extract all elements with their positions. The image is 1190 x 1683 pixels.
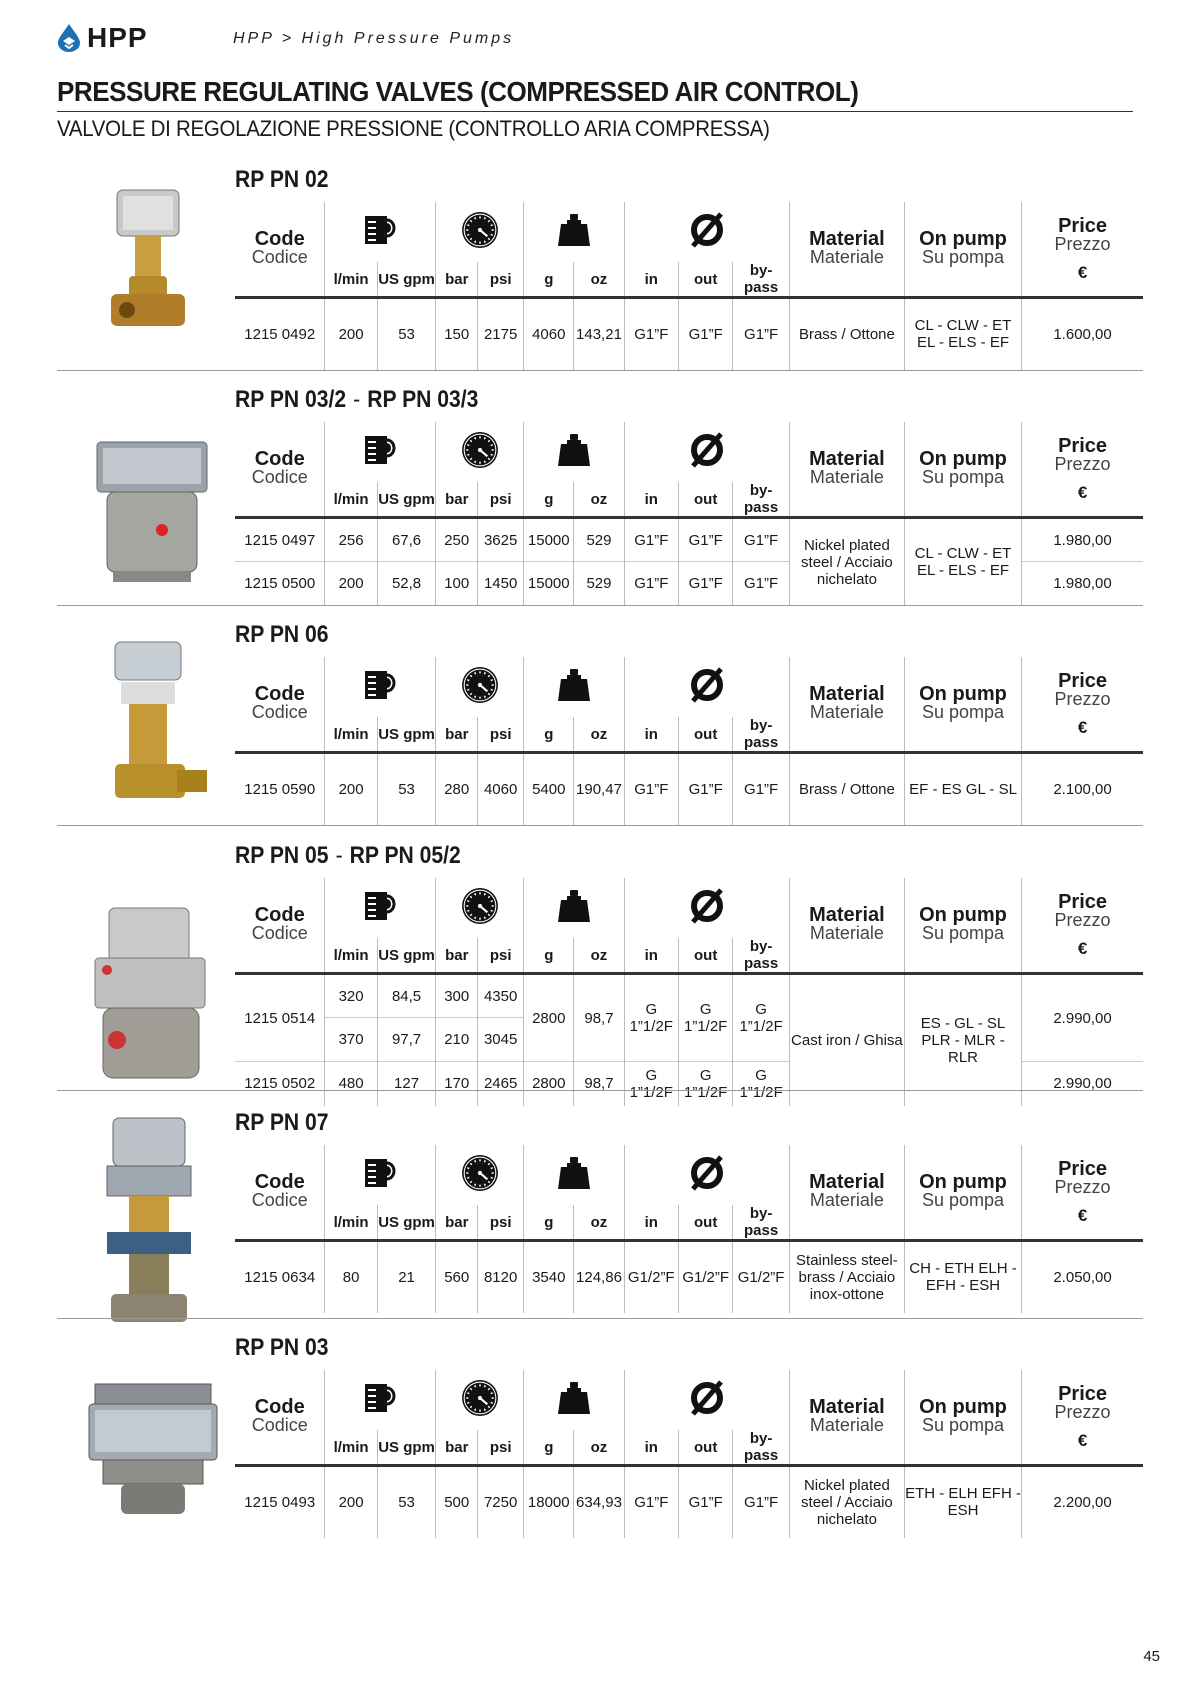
flow-jug-icon (362, 1380, 398, 1416)
price-header: Price Prezzo € (1022, 422, 1143, 518)
onpump-header: On pump Su pompa (904, 1370, 1021, 1466)
spec-table (235, 422, 1143, 606)
material-header: Material Materiale (789, 657, 904, 753)
code-cell: 1215 0500 (235, 562, 325, 606)
weight-header (524, 1370, 624, 1430)
brand-logo (55, 22, 148, 54)
lmin-cell: 200 (325, 1466, 377, 1538)
flow-jug-icon (362, 888, 398, 924)
diameter-icon (687, 210, 727, 250)
pressure-header (436, 202, 524, 262)
unit-lmin: l/min (325, 262, 377, 298)
usgpm-cell: 52,8 (377, 562, 436, 606)
oz-cell: 529 (574, 518, 624, 562)
oz-cell: 190,47 (574, 753, 624, 825)
bar-cell: 170 (436, 1062, 478, 1106)
lmin-cell: 370 (325, 1018, 377, 1062)
oz-cell: 143,21 (574, 298, 624, 370)
code-cell: 1215 0634 (244, 1268, 316, 1286)
spec-table (235, 202, 1143, 370)
usgpm-cell: 21 (377, 1241, 436, 1313)
table-row (235, 753, 1143, 825)
psi-cell: 2465 (478, 1062, 524, 1106)
lmin-cell: 200 (325, 753, 377, 825)
weight-header (524, 657, 624, 717)
out-cell: G1”F (678, 518, 732, 562)
psi-cell: 3625 (478, 518, 524, 562)
lmin-cell: 256 (325, 518, 377, 562)
unit-g: g (524, 262, 574, 298)
unit-usgpm: US gpm (377, 938, 436, 974)
onpump-cell: CL - CLW - ET EL - ELS - EF (904, 298, 1021, 370)
lmin-cell: 80 (325, 1241, 377, 1313)
table-row (235, 1466, 1143, 1538)
product-photo (77, 900, 227, 1085)
pressure-gauge-icon (461, 887, 499, 925)
pressure-gauge-icon (461, 431, 499, 469)
spec-table (235, 878, 1143, 1106)
model-name: RP PN 06 (235, 621, 329, 648)
price-cell: 1.600,00 (1022, 298, 1143, 370)
connections-header (624, 1370, 789, 1430)
product-photo (77, 182, 227, 347)
product-photo (77, 1112, 227, 1327)
unit-bar: bar (436, 1430, 478, 1466)
diameter-icon (687, 1378, 727, 1418)
onpump-header: On pump Su pompa (904, 422, 1021, 518)
unit-lmin: l/min (325, 482, 377, 518)
price-cell: 2.200,00 (1022, 1466, 1143, 1538)
material-cell: Stainless steel- brass / Acciaio inox-ottone (789, 1241, 904, 1313)
table-row (235, 518, 1143, 562)
section-divider (57, 1318, 1143, 1319)
in-cell: G1”F (624, 562, 678, 606)
psi-cell: 4350 (478, 974, 524, 1018)
g-cell: 18000 (524, 1466, 574, 1538)
bar-cell: 100 (436, 562, 478, 606)
onpump-header: On pump Su pompa (904, 1145, 1021, 1241)
bypass-cell: G1”F (733, 562, 790, 606)
unit-lmin: l/min (325, 717, 377, 753)
onpump-header: On pump Su pompa (904, 878, 1021, 974)
spec-table (235, 1145, 1143, 1313)
unit-out: out (678, 938, 732, 974)
price-cell: 2.990,00 (1022, 1062, 1143, 1106)
usgpm-cell: 53 (377, 1466, 436, 1538)
unit-out: out (678, 1430, 732, 1466)
unit-g: g (524, 938, 574, 974)
unit-bypass: by-pass (733, 1430, 790, 1466)
code-header: Code Codice (251, 683, 308, 722)
material-header: Material Materiale (789, 1370, 904, 1466)
flow-header (325, 657, 436, 717)
pressure-header (436, 1370, 524, 1430)
material-cell: Cast iron / Ghisa (789, 974, 904, 1106)
onpump-cell: EF - ES GL - SL (904, 753, 1021, 825)
code-header: Code Codice (251, 448, 308, 487)
unit-g: g (524, 717, 574, 753)
unit-out: out (678, 262, 732, 298)
unit-usgpm: US gpm (377, 262, 436, 298)
model-name: RP PN 07 (235, 1109, 329, 1136)
weight-header (524, 1145, 624, 1205)
weight-icon (557, 888, 591, 924)
unit-oz: oz (574, 717, 624, 753)
flow-header (325, 422, 436, 482)
page-subtitle: VALVOLE DI REGOLAZIONE PRESSIONE (CONTROLLO ARIA COMPRESSA) (57, 116, 770, 141)
out-cell: G 1”1/2F (678, 974, 732, 1062)
model-name: RP PN 05 - RP PN 05/2 (235, 842, 461, 869)
unit-usgpm: US gpm (377, 482, 436, 518)
section-divider (57, 370, 1143, 371)
pressure-header (436, 878, 524, 938)
g-cell: 3540 (524, 1241, 574, 1313)
product-photo (77, 1370, 227, 1525)
pressure-gauge-icon (461, 1379, 499, 1417)
price-cell: 2.100,00 (1022, 753, 1143, 825)
weight-icon (557, 212, 591, 248)
material-cell: Brass / Ottone (789, 753, 904, 825)
oz-cell: 98,7 (574, 974, 624, 1062)
weight-header (524, 878, 624, 938)
out-cell: G1/2”F (678, 1241, 732, 1313)
breadcrumb: HPP > High Pressure Pumps (233, 30, 515, 47)
weight-icon (557, 432, 591, 468)
usgpm-cell: 53 (377, 298, 436, 370)
bar-cell: 150 (436, 298, 478, 370)
psi-cell: 8120 (478, 1241, 524, 1313)
unit-oz: oz (574, 1430, 624, 1466)
page-number: 45 (1143, 1648, 1160, 1665)
unit-bypass: by-pass (733, 717, 790, 753)
out-cell: G1”F (678, 1466, 732, 1538)
weight-icon (557, 1155, 591, 1191)
unit-bar: bar (436, 1205, 478, 1241)
price-header: Price Prezzo € (1022, 657, 1143, 753)
pressure-header (436, 1145, 524, 1205)
g-cell: 2800 (524, 1062, 574, 1106)
code-cell: 1215 0502 (235, 1062, 325, 1106)
table-row (235, 1241, 1143, 1313)
out-cell: G1”F (678, 753, 732, 825)
unit-g: g (524, 482, 574, 518)
flow-header (325, 878, 436, 938)
code-cell: 1215 0492 (244, 325, 316, 343)
diameter-icon (687, 665, 727, 705)
lmin-cell: 480 (325, 1062, 377, 1106)
bypass-cell: G1/2”F (733, 1241, 790, 1313)
price-header: Price Prezzo € (1022, 202, 1143, 298)
connections-header (624, 657, 789, 717)
material-cell: Brass / Ottone (789, 298, 904, 370)
page-header (55, 22, 1135, 58)
in-cell: G1”F (624, 518, 678, 562)
onpump-cell: ETH - ELH EFH - ESH (904, 1466, 1021, 1538)
unit-psi: psi (478, 717, 524, 753)
unit-bar: bar (436, 938, 478, 974)
g-cell: 5400 (524, 753, 574, 825)
flow-header (325, 202, 436, 262)
price-header: Price Prezzo € (1022, 1370, 1143, 1466)
unit-bypass: by-pass (733, 482, 790, 518)
unit-bypass: by-pass (733, 1205, 790, 1241)
connections-header (624, 1145, 789, 1205)
pressure-gauge-icon (461, 211, 499, 249)
onpump-cell: ES - GL - SL PLR - MLR - RLR (904, 974, 1021, 1106)
oz-cell: 634,93 (574, 1466, 624, 1538)
bar-cell: 300 (436, 974, 478, 1018)
price-header: Price Prezzo € (1022, 878, 1143, 974)
bypass-cell: G1”F (733, 298, 790, 370)
unit-oz: oz (574, 938, 624, 974)
bar-cell: 210 (436, 1018, 478, 1062)
unit-psi: psi (478, 1205, 524, 1241)
material-cell: Nickel plated steel / Acciaio nichelato (789, 1466, 904, 1538)
in-cell: G 1”1/2F (624, 1062, 678, 1106)
weight-header (524, 422, 624, 482)
g-cell: 15000 (524, 518, 574, 562)
weight-icon (557, 667, 591, 703)
table-row (235, 974, 1143, 1018)
unit-out: out (678, 717, 732, 753)
unit-out: out (678, 1205, 732, 1241)
brand-name: HPP (87, 22, 148, 53)
unit-bar: bar (436, 262, 478, 298)
code-cell: 1215 0590 (244, 780, 316, 798)
usgpm-cell: 127 (377, 1062, 436, 1106)
oz-cell: 124,86 (574, 1241, 624, 1313)
unit-out: out (678, 482, 732, 518)
usgpm-cell: 84,5 (377, 974, 436, 1018)
bar-cell: 560 (436, 1241, 478, 1313)
unit-lmin: l/min (325, 938, 377, 974)
code-header: Code Codice (251, 1171, 308, 1210)
pressure-gauge-icon (461, 666, 499, 704)
unit-in: in (624, 262, 678, 298)
connections-header (624, 422, 789, 482)
hpp-logo-icon (55, 23, 83, 53)
page-title: PRESSURE REGULATING VALVES (COMPRESSED AIR CONTROL) (57, 76, 859, 107)
product-photo (77, 638, 227, 813)
bypass-cell: G1”F (733, 1466, 790, 1538)
unit-in: in (624, 1205, 678, 1241)
connections-header (624, 878, 789, 938)
pressure-header (436, 657, 524, 717)
code-header: Code Codice (251, 904, 308, 943)
unit-bar: bar (436, 717, 478, 753)
material-header: Material Materiale (789, 422, 904, 518)
oz-cell: 98,7 (574, 1062, 624, 1106)
out-cell: G1”F (678, 298, 732, 370)
unit-g: g (524, 1205, 574, 1241)
psi-cell: 1450 (478, 562, 524, 606)
unit-in: in (624, 717, 678, 753)
pressure-gauge-icon (461, 1154, 499, 1192)
unit-oz: oz (574, 482, 624, 518)
in-cell: G1”F (624, 298, 678, 370)
psi-cell: 7250 (478, 1466, 524, 1538)
bypass-cell: G 1”1/2F (733, 1062, 790, 1106)
out-cell: G1”F (678, 562, 732, 606)
unit-psi: psi (478, 262, 524, 298)
unit-in: in (624, 482, 678, 518)
bar-cell: 280 (436, 753, 478, 825)
section-divider (57, 825, 1143, 826)
price-cell: 2.050,00 (1022, 1241, 1143, 1313)
flow-jug-icon (362, 212, 398, 248)
material-header: Material Materiale (789, 1145, 904, 1241)
unit-lmin: l/min (325, 1430, 377, 1466)
model-name: RP PN 02 (235, 166, 329, 193)
section-divider (57, 605, 1143, 606)
g-cell: 15000 (524, 562, 574, 606)
flow-jug-icon (362, 667, 398, 703)
bar-cell: 500 (436, 1466, 478, 1538)
oz-cell: 529 (574, 562, 624, 606)
title-divider (57, 111, 1133, 112)
pressure-header (436, 422, 524, 482)
code-cell: 1215 0514 (244, 1009, 316, 1027)
onpump-cell: CH - ETH ELH - EFH - ESH (904, 1241, 1021, 1313)
in-cell: G1”F (624, 1466, 678, 1538)
usgpm-cell: 97,7 (377, 1018, 436, 1062)
weight-icon (557, 1380, 591, 1416)
g-cell: 2800 (524, 974, 574, 1062)
lmin-cell: 200 (325, 298, 377, 370)
table-row (235, 298, 1143, 370)
model-name: RP PN 03 (235, 1334, 329, 1361)
g-cell: 4060 (524, 298, 574, 370)
unit-usgpm: US gpm (377, 717, 436, 753)
usgpm-cell: 53 (377, 753, 436, 825)
bar-cell: 250 (436, 518, 478, 562)
flow-header (325, 1370, 436, 1430)
code-cell: 1215 0493 (244, 1493, 316, 1511)
unit-usgpm: US gpm (377, 1430, 436, 1466)
material-header: Material Materiale (789, 202, 904, 298)
spec-table (235, 1370, 1143, 1538)
model-name: RP PN 03/2 - RP PN 03/3 (235, 386, 479, 413)
material-cell: Nickel plated steel / Acciaio nichelato (789, 518, 904, 606)
unit-oz: oz (574, 1205, 624, 1241)
lmin-cell: 200 (325, 562, 377, 606)
onpump-header: On pump Su pompa (904, 657, 1021, 753)
lmin-cell: 320 (325, 974, 377, 1018)
bypass-cell: G 1”1/2F (733, 974, 790, 1062)
unit-lmin: l/min (325, 1205, 377, 1241)
psi-cell: 4060 (478, 753, 524, 825)
weight-header (524, 202, 624, 262)
in-cell: G1”F (624, 753, 678, 825)
diameter-icon (687, 430, 727, 470)
flow-jug-icon (362, 432, 398, 468)
unit-psi: psi (478, 1430, 524, 1466)
bypass-cell: G1”F (733, 753, 790, 825)
flow-jug-icon (362, 1155, 398, 1191)
unit-psi: psi (478, 938, 524, 974)
onpump-header: On pump Su pompa (904, 202, 1021, 298)
unit-bypass: by-pass (733, 262, 790, 298)
psi-cell: 2175 (478, 298, 524, 370)
code-cell: 1215 0497 (244, 531, 316, 549)
price-cell: 1.980,00 (1022, 562, 1143, 606)
product-photo (77, 430, 227, 595)
flow-header (325, 1145, 436, 1205)
price-cell: 2.990,00 (1022, 974, 1143, 1062)
price-header: Price Prezzo € (1022, 1145, 1143, 1241)
diameter-icon (687, 886, 727, 926)
spec-table (235, 657, 1143, 825)
out-cell: G 1”1/2F (678, 1062, 732, 1106)
unit-in: in (624, 1430, 678, 1466)
unit-g: g (524, 1430, 574, 1466)
usgpm-cell: 67,6 (377, 518, 436, 562)
price-cell: 1.980,00 (1022, 518, 1143, 562)
onpump-cell: CL - CLW - ET EL - ELS - EF (904, 518, 1021, 606)
unit-in: in (624, 938, 678, 974)
in-cell: G1/2”F (624, 1241, 678, 1313)
unit-usgpm: US gpm (377, 1205, 436, 1241)
unit-bypass: by-pass (733, 938, 790, 974)
bypass-cell: G1”F (733, 518, 790, 562)
code-header: Code Codice (251, 228, 308, 267)
unit-oz: oz (574, 262, 624, 298)
section-divider (57, 1090, 1143, 1091)
unit-psi: psi (478, 482, 524, 518)
in-cell: G 1”1/2F (624, 974, 678, 1062)
code-header: Code Codice (251, 1396, 308, 1435)
psi-cell: 3045 (478, 1018, 524, 1062)
connections-header (624, 202, 789, 262)
unit-bar: bar (436, 482, 478, 518)
diameter-icon (687, 1153, 727, 1193)
material-header: Material Materiale (789, 878, 904, 974)
